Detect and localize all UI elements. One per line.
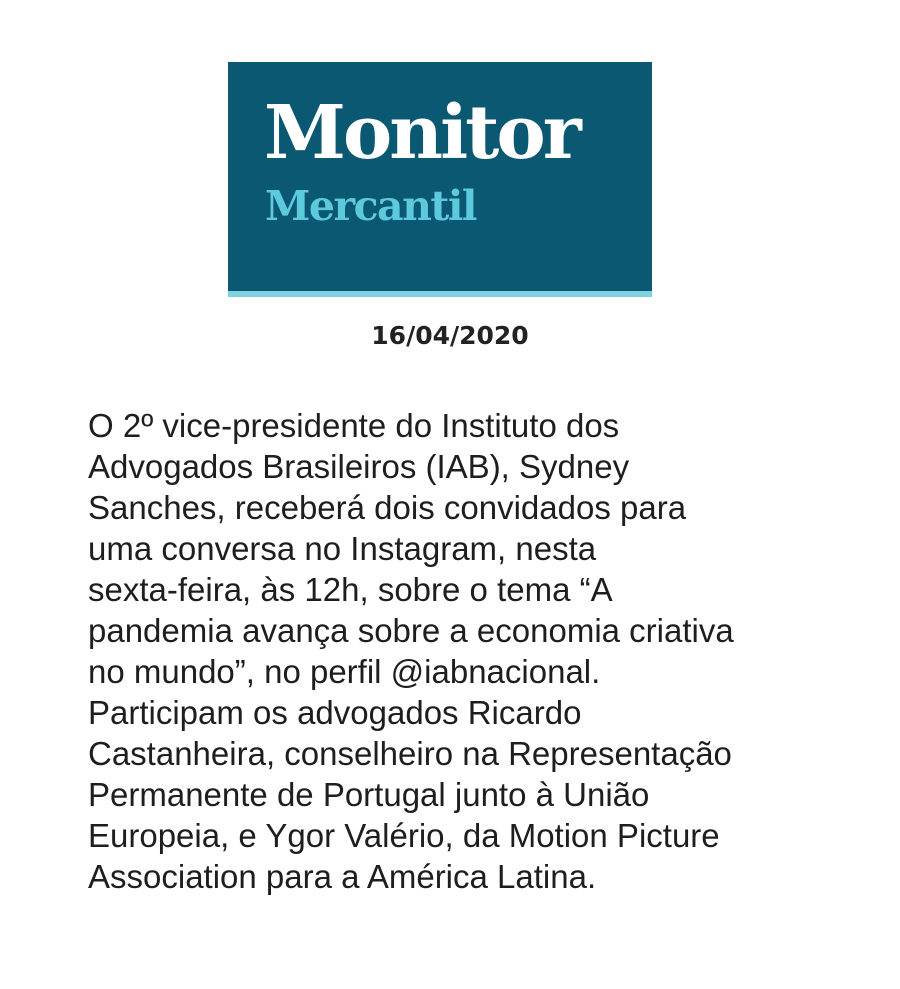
article-line: Europeia, e Ygor Valério, da Motion Picture: [88, 817, 720, 854]
article-line: no mundo”, no perfil @iabnacional.: [88, 653, 601, 690]
logo-title: Monitor: [264, 90, 579, 176]
logo-subtitle: Mercantil: [265, 182, 476, 230]
article-line: Castanheira, conselheiro na Representação: [88, 735, 732, 772]
article-line: Participam os advogados Ricardo: [88, 694, 582, 731]
publication-logo: [228, 62, 652, 297]
article-line: sexta-feira, às 12h, sobre o tema “A: [88, 571, 613, 608]
article-line: pandemia avança sobre a economia criativa: [88, 612, 734, 649]
article-line: Permanente de Portugal junto à União: [88, 776, 650, 813]
article-date: 16/04/2020: [371, 321, 529, 350]
article-line: Advogados Brasileiros (IAB), Sydney: [88, 448, 630, 485]
article-line: O 2º vice-presidente do Instituto dos: [88, 407, 620, 444]
logo-stripe: [228, 291, 652, 297]
article-line: Association para a América Latina.: [88, 858, 597, 895]
article-body: [88, 405, 848, 897]
article-line: uma conversa no Instagram, nesta: [88, 530, 597, 567]
article-line: Sanches, receberá dois convidados para: [88, 489, 687, 526]
